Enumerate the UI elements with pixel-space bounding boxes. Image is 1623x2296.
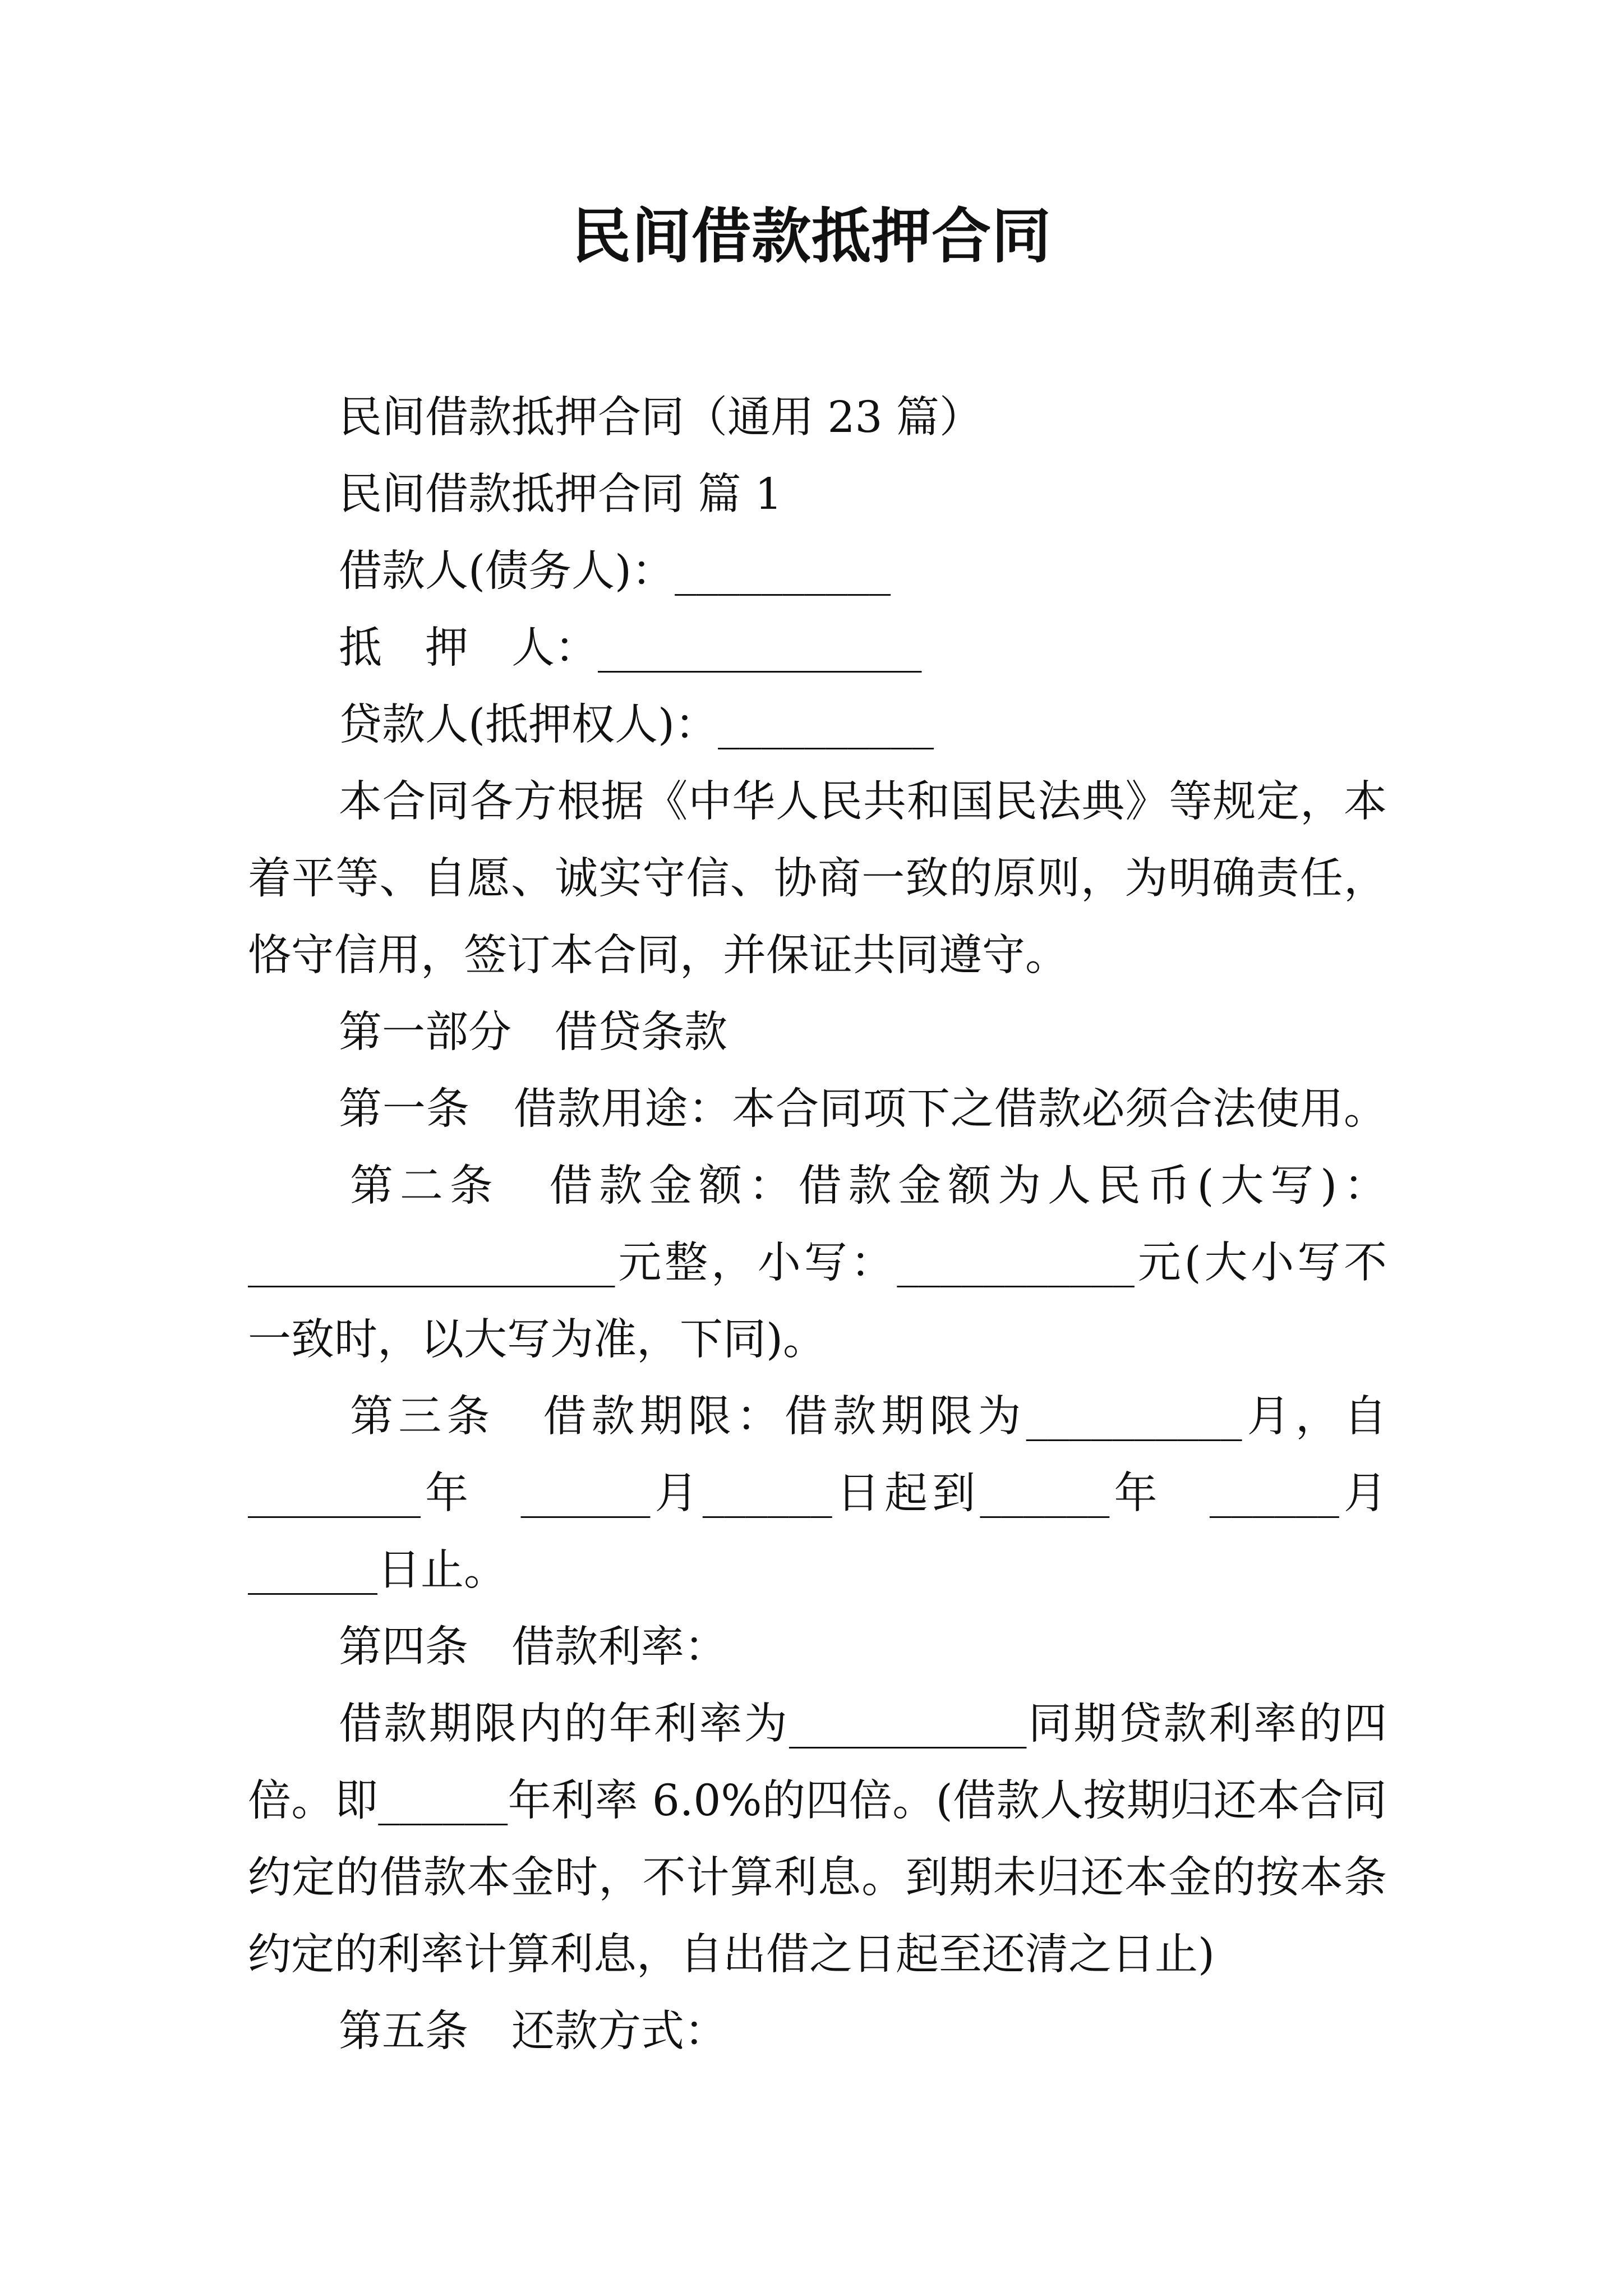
clause-1-line: 第一条 借款用途：本合同项下之借款必须合法使用。 (339, 1084, 1387, 1134)
party-field-borrower: 借款人(债务人)：__________ (339, 546, 891, 596)
preamble-line: 着平等、自愿、诚实守信、协商一致的原则，为明确责任， (248, 854, 1387, 904)
preamble-line: 恪守信用，签订本合同，并保证共同遵守。 (248, 931, 1068, 981)
clause-4-line: 约定的借款本金时，不计算利息。到期未归还本金的按本条 (248, 1853, 1387, 1903)
part-heading: 第一部分 借贷条款 (339, 1007, 727, 1057)
clause-2-line: _________________元整，小写：___________元(大小写不 (248, 1238, 1387, 1288)
clause-4-line: 倍。即______年利率 6.0%的四倍。(借款人按期归还本合同 (248, 1776, 1387, 1826)
document-title: 民间借款抵押合同 (571, 201, 1052, 271)
party-field-mortgagor: 抵 押 人：_______________ (339, 623, 922, 673)
collection-title-line: 民间借款抵押合同（通用 23 篇） (339, 393, 983, 443)
party-field-lender: 贷款人(抵押权人)：__________ (339, 700, 934, 750)
article-title-line: 民间借款抵押合同 篇 1 (339, 470, 782, 519)
clause-3-line: ______日止。 (248, 1545, 507, 1595)
preamble-line: 本合同各方根据《中华人民共和国民法典》等规定，本 (339, 777, 1387, 827)
clause-2-line: 第二条 借款金额：借款金额为人民币(大写)： (350, 1161, 1387, 1211)
clause-2-line: 一致时，以大写为准，下同)。 (248, 1315, 827, 1365)
document-body (248, 379, 1387, 2070)
clause-3-line: 第三条 借款期限：借款期限为__________月，自 (350, 1392, 1387, 1442)
clause-5-heading: 第五条 还款方式： (339, 2007, 727, 2056)
clause-3-line: ________年 ______月______日起到______年 ______月 (248, 1469, 1387, 1519)
clause-4-line: 约定的利率计算利息，自出借之日起至还清之日止) (248, 1930, 1215, 1980)
clause-4-line: 借款期限内的年利率为___________同期贷款利率的四 (339, 1699, 1387, 1749)
clause-4-heading: 第四条 借款利率： (339, 1622, 727, 1672)
